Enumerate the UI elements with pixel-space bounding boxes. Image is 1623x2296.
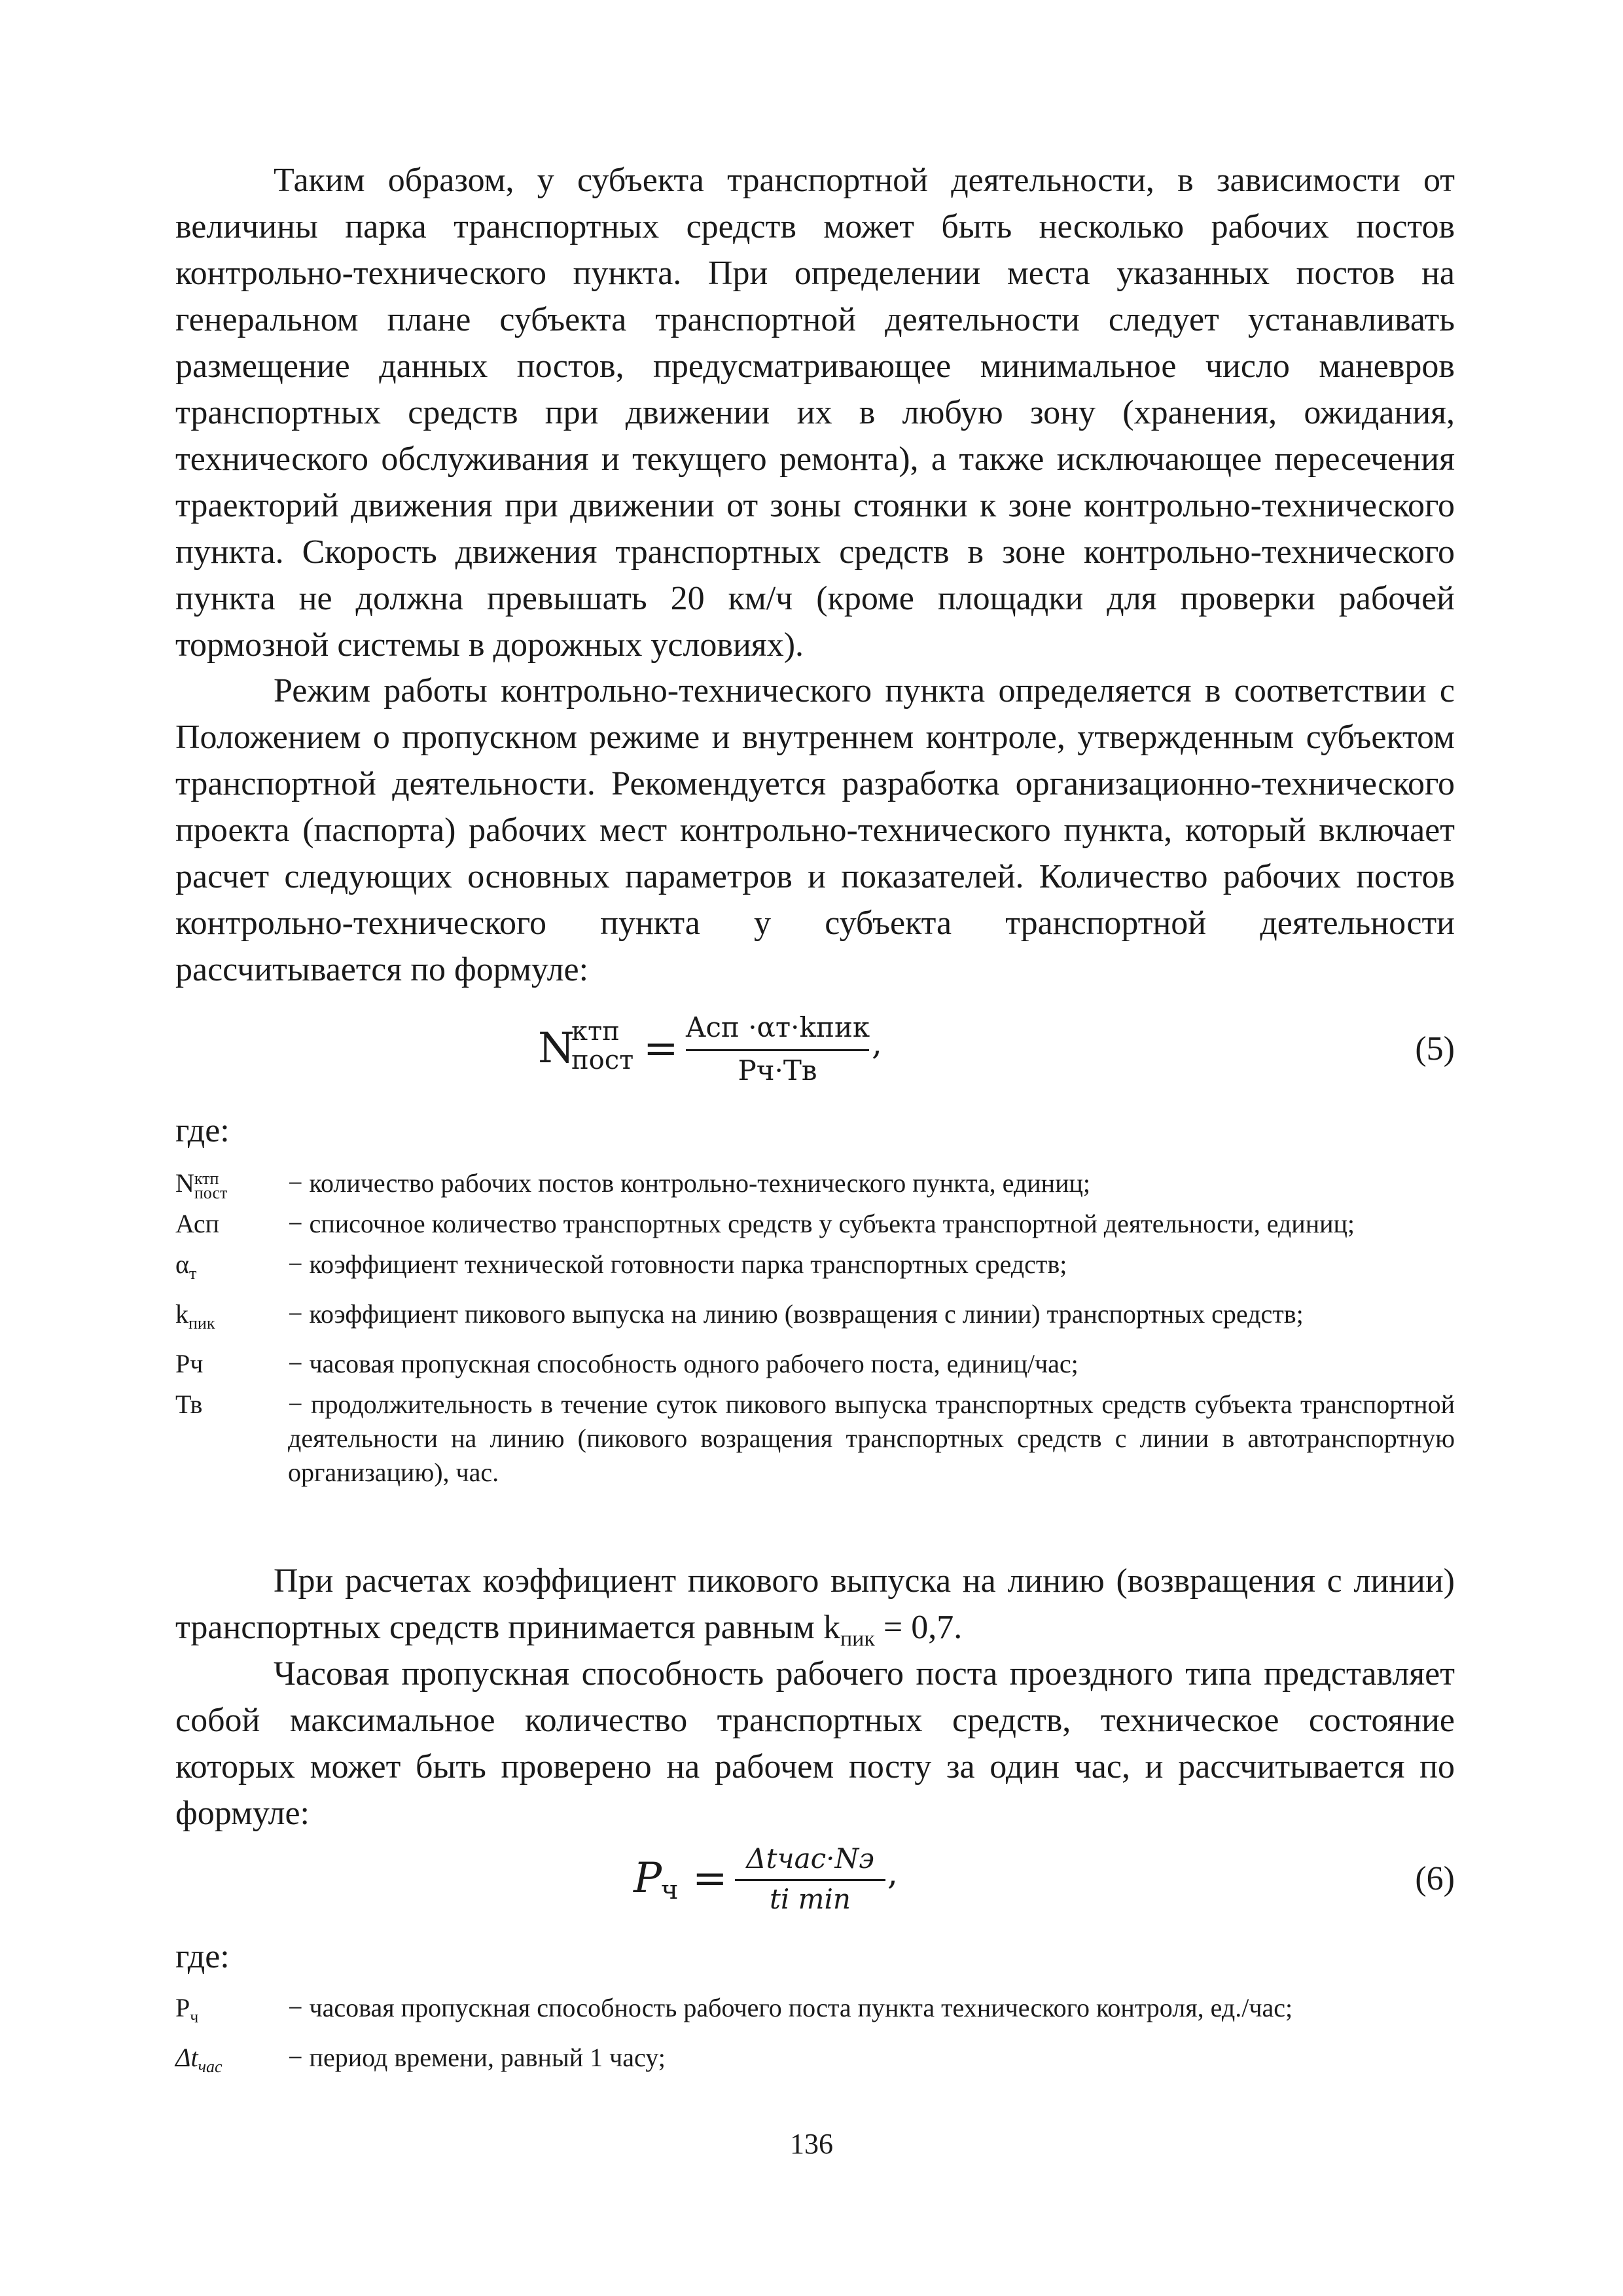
definition-text: − коэффициент технической готовности парка транспортных средств; [288,1249,1067,1279]
definition-symbol: $\alpha_т$ [175,1249,197,1283]
definition-row [175,1297,1455,1340]
definition-row [175,1207,1455,1241]
formula-5-lhs-sub: пост [571,1045,634,1075]
formula-5-lhs: N [538,1024,575,1073]
paragraph-3: При расчетах коэффициент пикового выпуска на линию (возвращения с линии) транспортных средств принимается равным $k_{пик} = 0,7$. [175,1562,1455,1651]
definition-symbol: $P_ч$ [175,1993,199,2026]
formula-6-fraction-bar [735,1879,885,1881]
formula-6-numerator: Δtчас·Nэ [746,1842,874,1874]
formula-5-comma: , [872,1024,882,1062]
formula-5-equals: = [643,1024,679,1073]
definition-symbol: $k_{пик}$ [175,1299,215,1333]
paragraph-1: Таким образом, у субъекта транспортной деятельности, в зависимости от величины парка транспортных средств может быть несколько рабочих постов контрольно-технического пункта. При определении места указанных постов на генеральном плане субъекта транспортной деятельности следует устанавливать размещение данных постов, предусматривающее минимальное число маневров транспортных средств при движении их в любую зону (хранения, ожидания, технического обслуживания и текущего ремонта), а также исключающее пересечения траекторий движения при движении от зоны стоянки к зоне контрольно-технического пункта. Скорость движения транспортных средств в зоне контрольно-технического пункта не должна превышать 20 км/ч (кроме площадки для проверки рабочей тормозной системы в дорожных условиях). [175,162,1455,664]
formula-5-numerator: Aсп ·αт·kпик [686,1011,870,1043]
definition-text: − часовая пропускная способность одного рабочего поста, единиц/час; [288,1349,1079,1378]
definition-text: − период времени, равный 1 часу; [288,2043,666,2072]
formula-6 [175,1842,1455,1928]
definition-symbol: Асп [175,1209,220,1238]
formula-6-comma: , [887,1854,898,1892]
formula-5-number: (5) [1415,1030,1455,1067]
definitions-formula-6 [175,1991,1455,2090]
formula-6-lhs: P [633,1854,662,1903]
definition-symbol: N ктп пост [175,1168,228,1202]
definition-row [175,1991,1455,2034]
where-label-2: где: [175,1938,230,1975]
definition-symbol: Тв [175,1390,203,1419]
formula-5 [175,1011,1455,1096]
definition-row [175,1388,1455,1490]
definition-row [175,2041,1455,2084]
definitions-formula-5 [175,1166,1455,1496]
formula-6-denominator: ti min [770,1883,851,1915]
definition-text: − коэффициент пикового выпуска на линию (возвращения с линии) транспортных средств; [288,1299,1304,1329]
formula-5-fraction-bar [686,1049,869,1051]
formula-6-equals: = [692,1854,728,1903]
formula-5-lhs-sup: ктп [571,1016,620,1047]
formula-5-denominator: Pч·Tв [738,1054,817,1086]
paragraph-2: Режим работы контрольно-технического пункта определяется в соответствии с Положением о пропускном режиме и внутреннем контроле, утвержденным субъектом транспортной деятельности. Рекомендуется разработка организационно-технического проекта (паспорта) рабочих мест контрольно-технического пункта, который включает расчет следующих основных параметров и показателей. Количество рабочих постов контрольно-технического пункта у субъекта транспортной деятельности рассчитывается по формуле: [175,672,1455,988]
where-label-1: где: [175,1112,230,1149]
definition-row [175,1166,1455,1200]
paragraph-4: Часовая пропускная способность рабочего поста проездного типа представляет собой максимальное количество транспортных средств, техническое состояние которых может быть проверено на рабочем посту за один час, и рассчитывается по формуле: [175,1655,1455,1832]
page-number: 136 [790,2128,833,2160]
definition-row [175,1347,1455,1381]
definition-row [175,1247,1455,1291]
formula-6-number: (6) [1415,1860,1455,1897]
definition-symbol: Рч [175,1349,204,1378]
definition-text: − списочное количество транспортных средств у субъекта транспортной деятельности, единиц; [288,1209,1355,1238]
definition-text: − часовая пропускная способность рабочего поста пункта технического контроля, ед./час; [288,1993,1293,2022]
definition-symbol: $\Delta t_{час}$ [175,2043,223,2076]
definition-text: − продолжительность в течение суток пикового выпуска транспортных средств субъекта транспортной деятельности на линию (пикового возращения транспортных средств с линии в автотранспортную организацию), час. [288,1390,1455,1487]
definition-text: − количество рабочих постов контрольно-технического пункта, единиц; [288,1168,1090,1198]
formula-6-lhs-sub: ч [661,1875,679,1905]
